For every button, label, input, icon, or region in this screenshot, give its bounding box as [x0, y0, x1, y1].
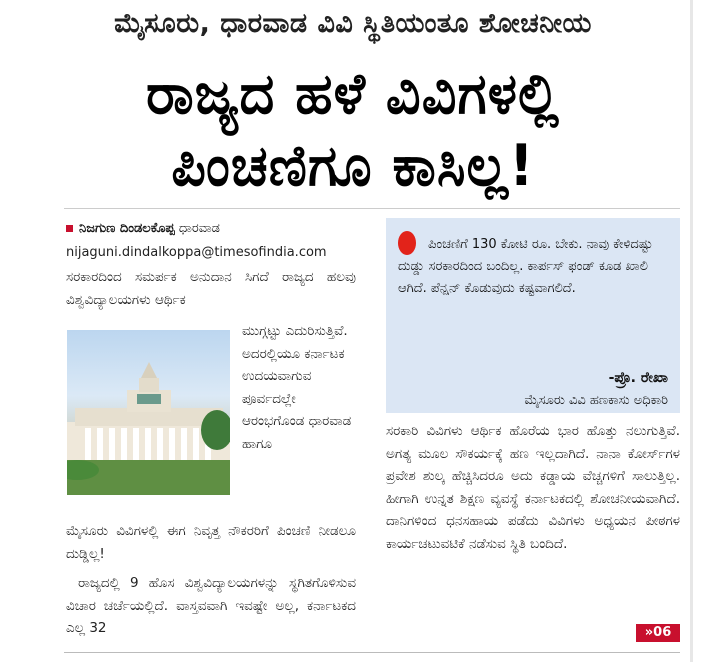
pull-quote-text: ಪಿಂಚಣಿಗೆ 130 ಕೋಟಿ ರೂ. ಬೇಕು. ನಾವು ಕೇಳಿದಷ್ಟು ದುಡ್ಡು ಸರಕಾರದಿಂದ ಬಂದಿಲ್ಲ. ಕಾರ್ಪಸ್ ಫಂಡ್ ಕೂಡ ಖಾಲಿ ಆಗಿದೆ. ಪೆನ್ಷನ್ ಕೊಡುವುದು ಕಷ್ಟವಾಗಲಿದೆ. [398, 237, 653, 296]
continued-page-marker[interactable]: »06 [636, 624, 680, 642]
headline-line-1: ರಾಜ್ಯದ ಹಳೆ ವಿವಿಗಳಲ್ಲಿ [146, 60, 560, 127]
quote-author: -ಪ್ರೊ. ರೇಖಾ [608, 370, 668, 386]
bullet-square-icon [66, 225, 73, 232]
paragraph-2: ರಾಜ್ಯದಲ್ಲಿ 9 ಹೊಸ ವಿಶ್ವವಿದ್ಯಾಲಯಗಳನ್ನು ಸ್ಥಗಿತಗೊಳಿಸುವ ವಿಚಾರ ಚರ್ಚೆಯಲ್ಲಿದೆ. ವಾಸ್ತವವಾಗಿ ಇವಷ್ಟೇ ಅಲ್ಲ, ಕರ್ನಾಟಕದ ಎಲ್ಲ 32 [66, 575, 356, 636]
byline-name: ನಿಜಗುಣ ದಿಂಡಲಕೊಪ್ಪ [79, 221, 175, 236]
quote-author-role: ಮೈಸೂರು ವಿವಿ ಹಣಕಾಸು ಅಧಿಕಾರಿ [524, 393, 668, 408]
headline-line-2: ಪಿಂಚಣಿಗೂ ಕಾಸಿಲ್ಲ! [171, 132, 535, 199]
paragraph-1-top: ಸರಕಾರದಿಂದ ಸಮರ್ಪಕ ಅನುದಾನ ಸಿಗದೆ ರಾಜ್ಯದ ಹಲವು ವಿಶ್ವವಿದ್ಯಾಲಯಗಳು ಆರ್ಥಿಕ [66, 269, 356, 308]
university-building-photo [67, 330, 230, 495]
paragraph-3: ಸರಕಾರಿ ವಿವಿಗಳು ಆರ್ಥಿಕ ಹೊರೆಯ ಭಾರ ಹೊತ್ತು ನಲುಗುತ್ತಿವೆ. ಅಗತ್ಯ ಮೂಲ ಸೌಕರ್ಯಕ್ಕೆ ಹಣ ಇಲ್ಲದಾಗಿದೆ. ನಾನಾ ಕೋರ್ಸ್‌ಗಳ ಪ್ರವೇಶ ಶುಲ್ಕ ಹೆಚ್ಚಿಸಿದರೂ ಅದು ಕಡ್ಡಾಯ ವೆಚ್ಚಗಳಿಗೆ ಸಾಲುತ್ತಿಲ್ಲ. ಹೀಗಾಗಿ ಉನ್ನತ ಶಿಕ್ಷಣ ವ್ಯವಸ್ಥೆ ಕರ್ನಾಟಕದಲ್ಲಿ ಶೋಚನೀಯವಾಗಿದೆ. ದಾನಿಗಳಿಂದ ಧನಸಹಾಯ ಪಡೆದು ವಿವಿಗಳು ಅಧ್ಯಯನ ಪೀಠಗಳ ಕಾರ್ಯಚಟುವಟಿಕೆ ನಡೆಸುವ ಸ್ಥಿತಿ ಬಂದಿದೆ. [386, 423, 680, 552]
divider [64, 208, 680, 209]
byline-place: ಧಾರವಾಡ [178, 221, 220, 236]
byline [66, 221, 220, 236]
byline-email[interactable]: nijaguni.dindalkoppa@timesofindia.com [66, 245, 327, 260]
bottom-divider [64, 652, 680, 653]
building-illustration [67, 330, 230, 495]
kicker: ಮೈಸೂರು, ಧಾರವಾಡ ವಿವಿ ಸ್ಥಿತಿಯಂತೂ ಶೋಚನೀಯ [114, 8, 592, 39]
paragraph-1-wrap: ಮುಗ್ಗಟ್ಟು ಎದುರಿಸುತ್ತಿವೆ. ಅದರಲ್ಲಿಯೂ ಕರ್ನಾಟಕ ಉದಯವಾಗುವ ಪೂರ್ವದಲ್ಲೇ ಆರಂಭಗೊಂಡ ಧಾರವಾಡ ಹಾಗೂ [242, 323, 352, 452]
paragraph-1-bottom: ಮೈಸೂರು ವಿವಿಗಳಲ್ಲಿ ಈಗ ನಿವೃತ್ತ ನೌಕರರಿಗೆ ಪಿಂಚಣಿ ನೀಡಲೂ ದುಡ್ಡಿಲ್ಲ! [66, 523, 356, 562]
